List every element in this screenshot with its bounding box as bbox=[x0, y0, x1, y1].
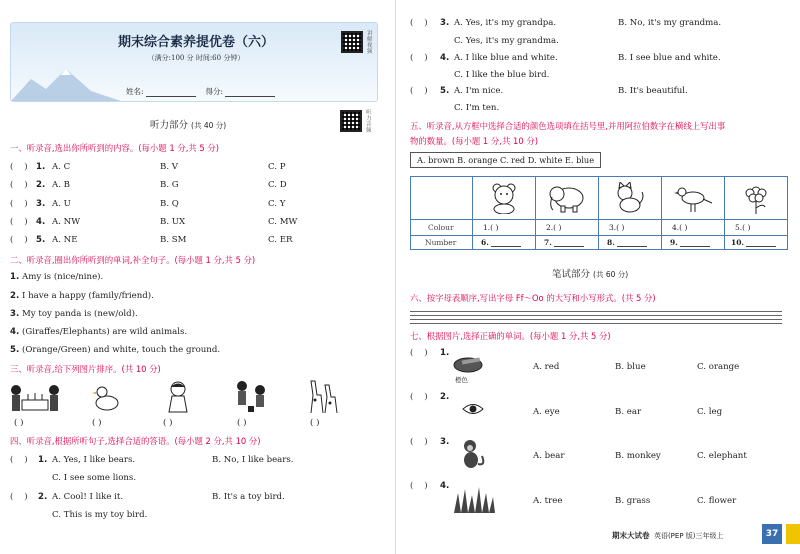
answer-blank[interactable]: ( ) bbox=[410, 392, 428, 402]
section-1-title: 一、听录音,选出你所听到的内容。(每小题 1 分,共 5 分) bbox=[10, 143, 220, 153]
sentence[interactable]: Amy is (nice/nine). bbox=[21, 272, 104, 282]
item-number: 1. bbox=[10, 272, 20, 282]
item-number: 3. bbox=[10, 309, 20, 319]
option-c: C. I'm ten. bbox=[454, 103, 500, 113]
item-number: 3. bbox=[440, 437, 450, 447]
paint-palette-picture bbox=[452, 356, 484, 374]
option-c: C. Yes, it's my grandma. bbox=[454, 36, 559, 46]
s2-item-1 bbox=[10, 272, 103, 282]
option-a: A. NW bbox=[52, 217, 81, 227]
sentence[interactable]: (Orange/Green) and white, touch the ground. bbox=[21, 345, 221, 355]
exam-info: （满分:100 分 时间:60 分钟） bbox=[147, 54, 245, 62]
number-cell-6[interactable] bbox=[481, 238, 521, 247]
item-number: 5. bbox=[440, 86, 450, 96]
number-cell-7[interactable] bbox=[544, 238, 584, 247]
page-footer bbox=[612, 530, 724, 541]
answer-blank[interactable]: ( ) bbox=[410, 481, 428, 491]
section-6-title: 六、按字母表顺序,写出字母 Ff～Oo 的大写和小写形式。(共 5 分) bbox=[410, 293, 656, 303]
option-c: C. I like the blue bird. bbox=[454, 70, 550, 80]
table-divider bbox=[535, 177, 536, 249]
s2-item-3 bbox=[10, 309, 138, 319]
order-blank-2[interactable]: ( ) bbox=[92, 418, 102, 428]
item-number: 2. bbox=[36, 180, 46, 190]
option-a: A. Yes, it's my grandpa. bbox=[454, 18, 557, 28]
item-number: 3. bbox=[440, 18, 450, 28]
section-7-title: 七、根据图片,选择正确的单词。(每小题 1 分,共 5 分) bbox=[410, 331, 611, 341]
kids-planting-picture bbox=[232, 378, 272, 414]
cell-number: 9. bbox=[670, 238, 678, 247]
option-b: B. V bbox=[160, 162, 178, 172]
answer-blank[interactable]: ( ) bbox=[10, 492, 28, 502]
s2-item-4 bbox=[10, 327, 187, 337]
section-5-title-line1: 五、听录音,从方框中选择合适的颜色选项填在括号里,并用阿拉伯数字在横线上写出事 bbox=[410, 121, 726, 131]
item-number: 2. bbox=[38, 492, 48, 502]
table-divider bbox=[598, 177, 599, 249]
name-input[interactable] bbox=[146, 88, 196, 97]
item-number: 4. bbox=[440, 53, 450, 63]
answer-blank[interactable]: ( ) bbox=[10, 199, 28, 209]
option-a: A. NE bbox=[52, 235, 78, 245]
colour-row-label: Colour bbox=[428, 223, 454, 232]
table-divider bbox=[724, 177, 725, 249]
listening-part-label: 听力部分 bbox=[150, 120, 189, 131]
option-b: B. UX bbox=[160, 217, 186, 227]
option-a: A. U bbox=[52, 199, 71, 209]
qr-tag-audio: 听力音频 bbox=[366, 110, 372, 134]
answer-blank[interactable]: ( ) bbox=[10, 162, 28, 172]
s2-item-5 bbox=[10, 345, 220, 355]
number-blank[interactable] bbox=[746, 240, 776, 247]
option-b: B. It's a toy bird. bbox=[212, 492, 285, 502]
table-row-line bbox=[411, 219, 787, 220]
number-blank[interactable] bbox=[680, 240, 710, 247]
footer-subject: 英语(PEP 版)三年级上 bbox=[653, 532, 724, 540]
eye-picture bbox=[462, 402, 484, 416]
answer-blank[interactable]: ( ) bbox=[410, 86, 428, 96]
table-divider bbox=[472, 177, 473, 249]
section-3-title: 三、听录音,给下列图片排序。(共 10 分) bbox=[10, 364, 161, 374]
answer-blank[interactable]: ( ) bbox=[10, 217, 28, 227]
number-blank[interactable] bbox=[617, 240, 647, 247]
answer-blank[interactable]: ( ) bbox=[10, 235, 28, 245]
option-a: A. tree bbox=[533, 496, 563, 506]
sentence[interactable]: I have a happy (family/friend). bbox=[21, 291, 154, 301]
answer-blank[interactable]: ( ) bbox=[410, 348, 428, 358]
section-2-title: 二、听录音,圈出你所听到的单词,补全句子。(每小题 1 分,共 5 分) bbox=[10, 255, 256, 265]
birthday-cake-picture bbox=[10, 378, 60, 416]
item-number: 1. bbox=[36, 162, 46, 172]
picture-caption: 橙色 bbox=[455, 376, 468, 384]
written-part-score: (共 60 分) bbox=[593, 270, 629, 279]
listening-part-title bbox=[150, 117, 226, 131]
option-b: B. monkey bbox=[615, 451, 661, 461]
bird-picture bbox=[673, 182, 713, 214]
option-c: C. leg bbox=[697, 407, 723, 417]
order-blank-4[interactable]: ( ) bbox=[237, 418, 247, 428]
item-number: 1. bbox=[440, 348, 450, 358]
option-a: A. B bbox=[52, 180, 70, 190]
mountain-illustration bbox=[11, 61, 121, 101]
item-number: 3. bbox=[36, 199, 46, 209]
option-c: C. ER bbox=[268, 235, 293, 245]
option-a: A. eye bbox=[533, 407, 560, 417]
option-c: C. This is my toy bird. bbox=[52, 510, 148, 520]
handwriting-lines[interactable] bbox=[410, 308, 782, 324]
number-row-label: Number bbox=[425, 238, 457, 247]
colour-cell-2[interactable]: 2.( ) bbox=[546, 223, 562, 232]
cell-number: 8. bbox=[607, 238, 615, 247]
qr-tag-video: 讲解视频 bbox=[367, 31, 373, 55]
monkey-picture bbox=[458, 438, 486, 472]
answer-blank[interactable]: ( ) bbox=[410, 53, 428, 63]
section-5-title-line2: 物的数量。(每小题 1 分,共 10 分) bbox=[410, 136, 538, 146]
color-count-table bbox=[410, 176, 788, 250]
score-input[interactable] bbox=[225, 88, 275, 97]
answer-blank[interactable]: ( ) bbox=[10, 180, 28, 190]
option-a: A. Cool! I like it. bbox=[52, 492, 124, 502]
option-b: B. grass bbox=[615, 496, 651, 506]
option-b: B. It's beautiful. bbox=[618, 86, 688, 96]
item-number: 4. bbox=[440, 481, 450, 491]
cat-picture bbox=[612, 182, 646, 214]
item-number: 4. bbox=[10, 327, 20, 337]
sentence[interactable]: (Giraffes/Elephants) are wild animals. bbox=[21, 327, 188, 337]
number-cell-10[interactable] bbox=[731, 238, 776, 247]
written-part-title bbox=[552, 266, 628, 280]
option-a: A. Yes, I like bears. bbox=[52, 455, 136, 465]
option-b: B. I see blue and white. bbox=[618, 53, 721, 63]
duck-picture bbox=[92, 383, 122, 413]
cell-number: 10. bbox=[731, 238, 745, 247]
order-blank-5[interactable]: ( ) bbox=[310, 418, 320, 428]
answer-blank[interactable]: ( ) bbox=[410, 437, 428, 447]
option-b: B. G bbox=[160, 180, 179, 190]
exam-title: 期末综合素养提优卷（六） bbox=[117, 35, 274, 50]
number-blank[interactable] bbox=[554, 240, 584, 247]
cell-number: 7. bbox=[544, 238, 552, 247]
grass-picture bbox=[452, 485, 496, 513]
table-row-line bbox=[411, 235, 787, 236]
colour-cell-4[interactable]: 4.( ) bbox=[672, 223, 688, 232]
option-c: C. P bbox=[268, 162, 286, 172]
color-options-box: A. brown B. orange C. red D. white E. blue bbox=[410, 152, 601, 168]
option-a: A. red bbox=[533, 362, 560, 372]
option-b: B. ear bbox=[615, 407, 642, 417]
qr-code-audio[interactable] bbox=[340, 110, 362, 132]
option-a: A. I like blue and white. bbox=[454, 53, 558, 63]
answer-blank[interactable]: ( ) bbox=[410, 18, 428, 28]
option-c: C. Y bbox=[268, 199, 286, 209]
order-blank-1[interactable]: ( ) bbox=[14, 418, 24, 428]
option-b: B. SM bbox=[160, 235, 187, 245]
page-edge-tab bbox=[786, 524, 800, 544]
item-number: 5. bbox=[10, 345, 20, 355]
footer-brand: 期末大试卷 bbox=[612, 531, 650, 540]
left-page bbox=[0, 0, 396, 554]
flower-picture bbox=[739, 181, 773, 215]
qr-code-video[interactable] bbox=[341, 31, 363, 53]
colour-cell-5[interactable]: 5.( ) bbox=[735, 223, 751, 232]
number-cell-8[interactable] bbox=[607, 238, 647, 247]
s2-item-2 bbox=[10, 291, 154, 301]
score-label: 得分: bbox=[205, 87, 223, 96]
option-a: A. I'm nice. bbox=[454, 86, 504, 96]
option-b: B. Q bbox=[160, 199, 179, 209]
section-4-title: 四、听录音,根据所听句子,选择合适的答语。(每小题 2 分,共 10 分) bbox=[10, 436, 261, 446]
bear-picture bbox=[489, 182, 519, 214]
item-number: 5. bbox=[36, 235, 46, 245]
item-number: 1. bbox=[38, 455, 48, 465]
option-c: C. MW bbox=[268, 217, 298, 227]
sentence[interactable]: My toy panda is (new/old). bbox=[21, 309, 138, 319]
girl-picture bbox=[163, 380, 193, 414]
written-part-label: 笔试部分 bbox=[552, 269, 591, 280]
page-number: 37 bbox=[762, 524, 782, 544]
item-number: 2. bbox=[440, 392, 450, 402]
name-score-fields bbox=[126, 86, 275, 97]
elephant-picture bbox=[547, 182, 587, 214]
listening-part-score: (共 40 分) bbox=[191, 121, 227, 130]
table-divider bbox=[661, 177, 662, 249]
option-a: A. C bbox=[52, 162, 71, 172]
cell-number: 6. bbox=[481, 238, 489, 247]
exam-header bbox=[10, 22, 378, 102]
option-b: B. No, it's my grandma. bbox=[618, 18, 722, 28]
colour-cell-3[interactable]: 3.( ) bbox=[609, 223, 625, 232]
giraffes-picture bbox=[305, 375, 345, 415]
order-blank-3[interactable]: ( ) bbox=[163, 418, 173, 428]
answer-blank[interactable]: ( ) bbox=[10, 455, 28, 465]
option-c: C. elephant bbox=[697, 451, 747, 461]
option-c: C. flower bbox=[697, 496, 737, 506]
number-blank[interactable] bbox=[491, 240, 521, 247]
item-number: 4. bbox=[36, 217, 46, 227]
name-label: 姓名: bbox=[126, 87, 144, 96]
colour-cell-1[interactable]: 1.( ) bbox=[483, 223, 499, 232]
option-c: C. I see some lions. bbox=[52, 473, 137, 483]
option-c: C. orange bbox=[697, 362, 740, 372]
item-number: 2. bbox=[10, 291, 20, 301]
option-b: B. blue bbox=[615, 362, 646, 372]
option-b: B. No, I like bears. bbox=[212, 455, 294, 465]
option-c: C. D bbox=[268, 180, 287, 190]
number-cell-9[interactable] bbox=[670, 238, 710, 247]
option-a: A. bear bbox=[533, 451, 565, 461]
